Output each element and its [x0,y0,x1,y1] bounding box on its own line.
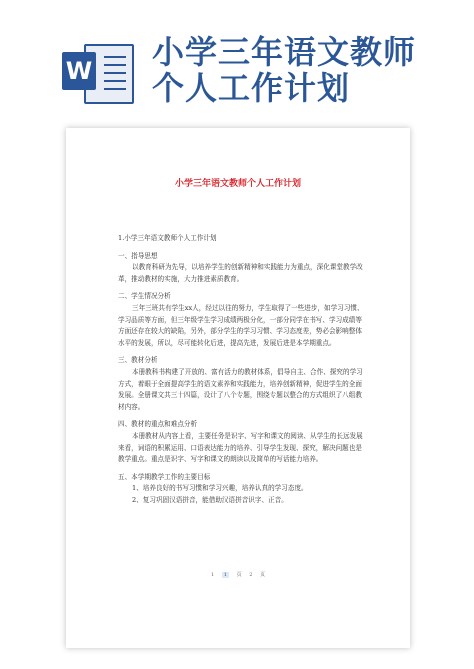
banner-title-line1: 小学三年语文教师 [152,33,417,71]
banner-title-line2: 个人工作计划 [152,69,351,107]
section-heading: 五、本学期教学工作的主要目标 [118,472,211,481]
header-banner [0,0,474,120]
page-first[interactable]: 1 [211,572,215,578]
section-heading: 二、学生情况分析 [118,292,171,301]
document-body [118,233,366,506]
section-body: 三年三班共有学生xx人，经过以往的努力，学生取得了一些进步，如学习习惯、学习品质等方面，但三年级学生学习成绩两极分化，一部分同学在书写、学习成绩等方面还存在较大的缺陷，另外，部分学生的学习习惯、学习态度差，势必会影响整体水平的发展，所以，尽可能转化后进，提高先进，发展后进是本学期重点。 [118,303,364,347]
word-document-icon [62,40,132,104]
banner-title [152,34,462,106]
section-body: 本册教材从内容上看，主要任务是识字、写字和课文的阅读、从学生的长远发展来看，词语的积累运用、口语表达能力的培养、引导学生发现、探究，解决问题也是教学重点。重点是识字、写字和课文的朗读以及简单的写话能力培养。 [118,431,363,464]
document-subtitle: 1.小学三年语文教师个人工作计划 [118,234,217,242]
document-title: 小学三年语文教师个人工作计划 [174,179,301,189]
page-current[interactable]: 1 [223,572,227,578]
section-heading: 一、指导思想 [118,251,158,260]
goal-item: 2、复习巩固汉语拼音，能借助汉语拼音识字、正音。 [132,495,288,504]
section-heading: 四、教材的重点和难点分析 [118,420,198,429]
section-body: 本册教科书构建了开放的、富有活力的教材体系，倡导自主、合作、探究的学习方式，着眼于全面提高学生的语文素养和实践能力，培养创新精神，促进学生的全面发展。全册课文共三十四篇，设计了八个专题，围绕专题以整合的方式组织了八组教材内容。 [118,367,363,411]
page-prefix: 页 [236,572,242,578]
goal-item: 1、培养良好的书写习惯和学习兴趣，培养认真的学习态度。 [132,484,308,493]
section-body: 以教育科研为先导，以培养学生的创新精神和实践能力为重点，深化课堂教学改革，推动教材的实施，大力推进素质教育。 [118,263,363,283]
section-heading: 三、教材分析 [118,356,158,365]
page-total[interactable]: 2 [249,572,253,578]
page-indicator [66,571,410,578]
word-logo-letter: W [62,52,96,90]
document-page [66,128,410,648]
page-suffix: 页 [259,572,265,578]
